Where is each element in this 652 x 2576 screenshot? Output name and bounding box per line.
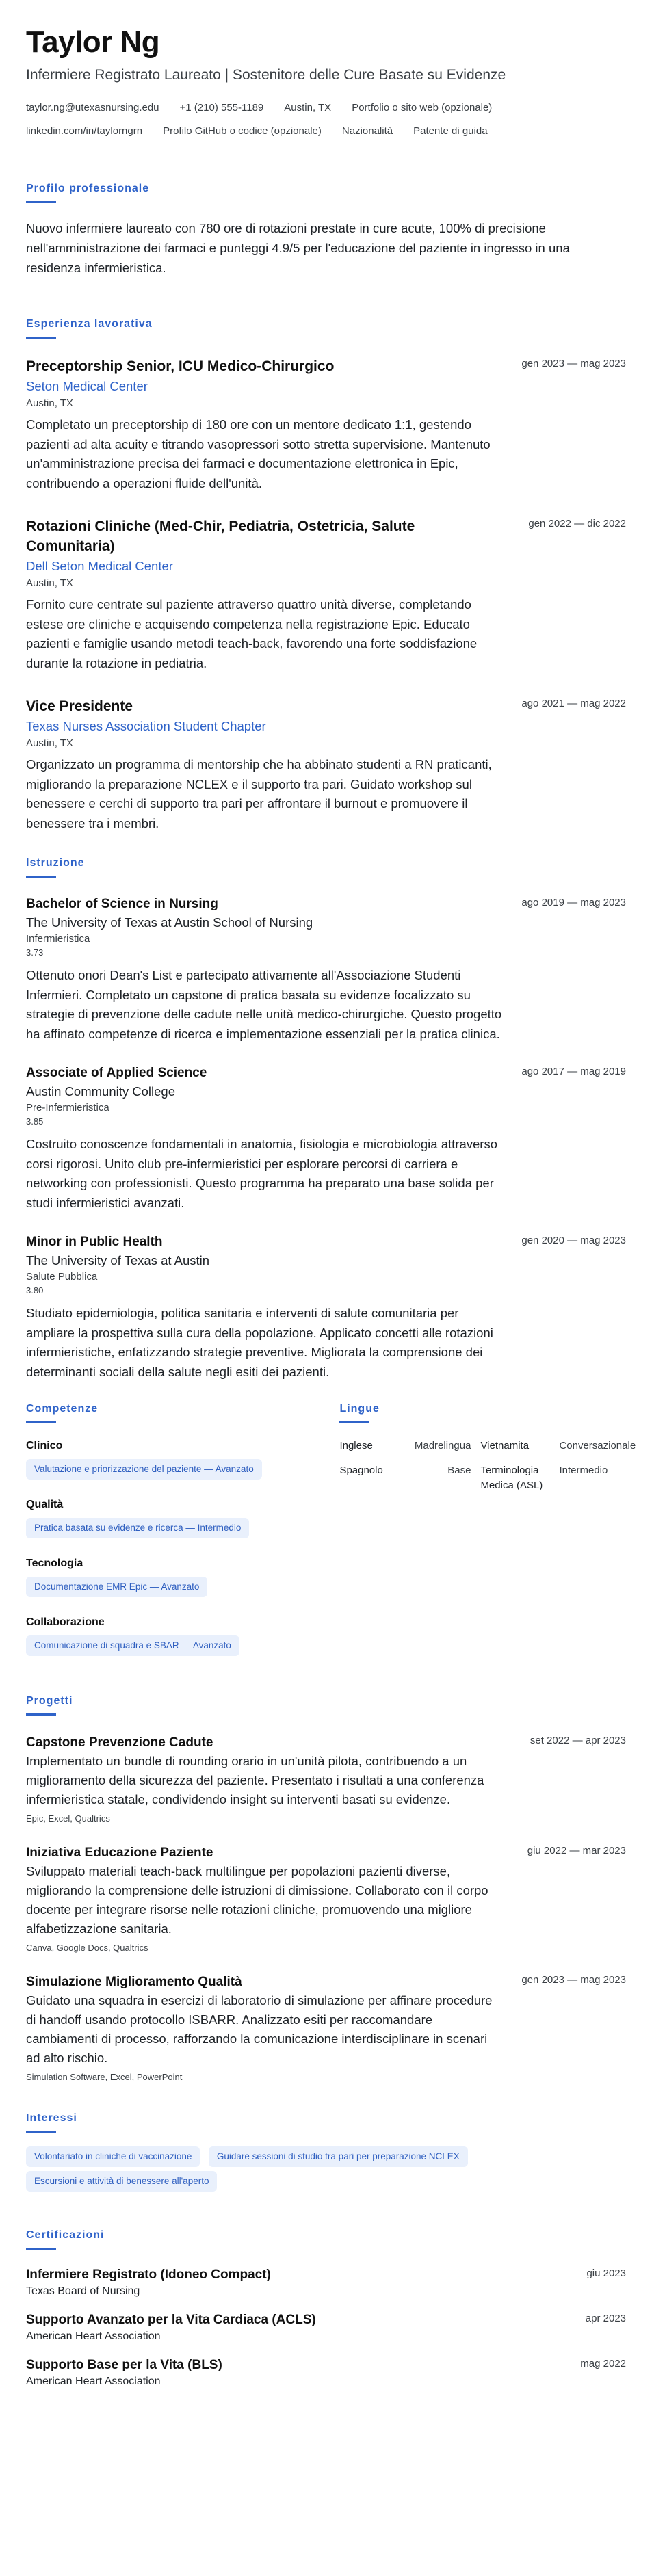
section-divider <box>26 876 56 878</box>
certification-date: giu 2023 <box>586 2268 626 2279</box>
job-dates: gen 2023 — mag 2023 <box>521 358 626 369</box>
skill-category: Clinico <box>26 1440 63 1451</box>
language-row <box>339 1463 626 1493</box>
language-level: Madrelingua <box>414 1440 471 1451</box>
interests-section <box>26 2112 626 2196</box>
education-entry <box>26 1233 626 1382</box>
contact-phone[interactable]: +1 (210) 555-1189 <box>179 102 264 114</box>
skill-chip: Pratica basata su evidenze e ricerca — Intermedio <box>26 1518 249 1538</box>
languages-column <box>339 1402 636 1674</box>
certification-entry <box>26 2311 626 2344</box>
project-title: Simulazione Miglioramento Qualità <box>26 1975 242 1989</box>
job-title: Vice Presidente <box>26 698 133 714</box>
certification-entry <box>26 2356 626 2389</box>
skill-category: Collaborazione <box>26 1616 105 1628</box>
project-description: Implementato un bundle di rounding orario in un'unità pilota, contribuendo a un miglioramento della sicurezza del paziente. Presentato i risultati a una conferenza infermieristica statale, condividendo insight su interventi basati su evidenze. <box>26 1754 484 1806</box>
section-divider <box>26 1421 56 1423</box>
education-dates: ago 2019 — mag 2023 <box>521 897 626 908</box>
section-title: Competenze <box>26 1403 99 1415</box>
skill-chip: Comunicazione di squadra e SBAR — Avanzato <box>26 1635 239 1656</box>
skills-column <box>26 1402 339 1674</box>
contact-nationality: Nazionalità <box>341 125 393 137</box>
project-dates: set 2022 — apr 2023 <box>530 1735 626 1746</box>
job-location: Austin, TX <box>26 397 73 409</box>
experience-section <box>26 317 626 833</box>
contact-portfolio[interactable]: Portfolio o sito web (opzionale) <box>352 102 493 114</box>
project-description: Guidato una squadra in esercizi di laboratorio di simulazione per affinare procedure di handoff usando protocollo ISBARR. Analizzato esiti per raccomandare cambiamenti di processo, rafforzando la comunicazione interdisciplinare in scenari ad alto rischio. <box>26 1993 493 2065</box>
job-description: Completato un preceptorship di 180 ore con un mentore dedicato 1:1, gestendo pazienti ad alta acuity e titrando vasopressori sotto stretta supervisione. Mantenuto un'amministrazione precisa dei farmaci e documentazione elettronica in Epic, contribuendo a operazioni fluide dell'unità. <box>26 417 491 490</box>
skills-languages-section <box>26 1402 636 1674</box>
experience-entry <box>26 696 626 833</box>
education-dates: gen 2020 — mag 2023 <box>521 1235 626 1246</box>
gpa: 3.80 <box>26 1285 44 1296</box>
contact-linkedin[interactable]: linkedin.com/in/taylorngrn <box>26 125 143 137</box>
certification-issuer: American Heart Association <box>26 2330 161 2342</box>
interest-chip: Volontariato in cliniche di vaccinazione <box>26 2146 200 2167</box>
contact-driving-license: Patente di guida <box>413 125 488 137</box>
certification-title: Infermiere Registrato (Idoneo Compact) <box>26 2268 271 2282</box>
employer[interactable]: Texas Nurses Association Student Chapter <box>26 719 266 733</box>
certification-title: Supporto Base per la Vita (BLS) <box>26 2358 222 2372</box>
job-location: Austin, TX <box>26 737 73 749</box>
skill-group <box>26 1438 339 1484</box>
school-name: Austin Community College <box>26 1084 175 1099</box>
section-divider <box>26 2248 56 2250</box>
job-description: Fornito cure centrate sul paziente attraverso quattro unità diverse, completando estese ore cliniche e acquisendo competenza nella registrazione Epic. Educato pazienti e famiglie usando metodi teach-back, favorendo una forte soddisfazione durante la rotazione in pediatria. <box>26 597 478 670</box>
skill-chip: Valutazione e priorizzazione del paziente — Avanzato <box>26 1459 262 1480</box>
certification-issuer: Texas Board of Nursing <box>26 2285 140 2297</box>
experience-entry <box>26 356 626 493</box>
school-name: The University of Texas at Austin School of Nursing <box>26 915 313 930</box>
certification-issuer: American Heart Association <box>26 2376 161 2387</box>
language-level: Conversazionale <box>559 1440 636 1451</box>
project-technologies: Canva, Google Docs, Qualtrics <box>26 1943 148 1953</box>
job-title: Preceptorship Senior, ICU Medico-Chirurgico <box>26 358 335 374</box>
job-location: Austin, TX <box>26 577 73 589</box>
projects-section <box>26 1694 626 2084</box>
section-title: Interessi <box>26 2112 77 2124</box>
skill-category: Tecnologia <box>26 1558 83 1569</box>
skill-group <box>26 1615 339 1660</box>
project-dates: gen 2023 — mag 2023 <box>521 1974 626 1986</box>
degree-title: Minor in Public Health <box>26 1235 163 1249</box>
project-entry <box>26 1733 626 1826</box>
certification-date: apr 2023 <box>585 2313 626 2324</box>
field-of-study: Infermieristica <box>26 933 90 945</box>
candidate-headline: Infermiere Registrato Laureato | Sostenitore delle Cure Basate su Evidenze <box>26 67 506 83</box>
section-title: Istruzione <box>26 857 85 869</box>
interest-chips <box>26 2146 601 2196</box>
education-entry <box>26 1064 626 1213</box>
education-description: Studiato epidemiologia, politica sanitaria e interventi di salute comunitaria per ampliare la prospettiva sulla cura della popolazione. Applicato concetti alle rotazioni infermieristiche, enfatizzando strategie preventive. Migliorata la comprensione dei determinanti sociali della salute negli esiti dei pazienti. <box>26 1306 493 1379</box>
skill-group <box>26 1556 339 1601</box>
job-dates: ago 2021 — mag 2022 <box>521 698 626 709</box>
education-dates: ago 2017 — mag 2019 <box>521 1066 626 1077</box>
project-entry <box>26 1843 626 1955</box>
interest-chip: Guidare sessioni di studio tra pari per preparazione NCLEX <box>209 2146 468 2167</box>
resume-header <box>26 25 626 138</box>
job-dates: gen 2022 — dic 2022 <box>528 518 626 529</box>
language-name: Vietnamita <box>480 1440 530 1451</box>
contact-email[interactable]: taylor.ng@utexasnursing.edu <box>26 102 159 114</box>
project-title: Capstone Prevenzione Cadute <box>26 1735 213 1750</box>
section-divider <box>26 2131 56 2133</box>
project-entry <box>26 1973 626 2084</box>
school-name: The University of Texas at Austin <box>26 1253 210 1267</box>
field-of-study: Salute Pubblica <box>26 1271 98 1283</box>
contact-location: Austin, TX <box>284 102 332 114</box>
skill-chip: Documentazione EMR Epic — Avanzato <box>26 1577 207 1597</box>
language-level: Intermedio <box>559 1464 608 1476</box>
section-title: Certificazioni <box>26 2229 105 2241</box>
degree-title: Associate of Applied Science <box>26 1066 207 1080</box>
language-name: Spagnolo <box>339 1464 383 1476</box>
education-section <box>26 856 626 1382</box>
section-divider <box>26 201 56 203</box>
skill-category: Qualità <box>26 1499 64 1510</box>
section-title: Profilo professionale <box>26 183 150 194</box>
section-title: Progetti <box>26 1695 73 1707</box>
field-of-study: Pre-Infermieristica <box>26 1102 109 1114</box>
certification-title: Supporto Avanzato per la Vita Cardiaca (ACLS) <box>26 2313 316 2327</box>
education-description: Ottenuto onori Dean's List e partecipato attivamente all'Associazione Studenti Infermieri. Completato un capstone di pratica basata su evidenze focalizzato su strategie di prevenzione delle cadute nelle unità medico-chirurgiche. Questo progetto ha affinato competenze di ricerca e implementazione essenziali per la pratica clinica. <box>26 968 502 1041</box>
skill-group <box>26 1497 339 1542</box>
experience-entry <box>26 516 626 673</box>
language-name: Inglese <box>339 1440 373 1451</box>
certification-date: mag 2022 <box>580 2358 626 2369</box>
interest-chip: Escursioni e attività di benessere all'aperto <box>26 2171 217 2192</box>
project-dates: giu 2022 — mar 2023 <box>527 1845 626 1856</box>
contact-github[interactable]: Profilo GitHub o codice (opzionale) <box>163 125 322 137</box>
certifications-section <box>26 2229 626 2389</box>
job-description: Organizzato un programma di mentorship che ha abbinato studenti a RN praticanti, migliorando la preparazione NCLEX e il supporto tra pari. Guidato workshop sul benessere e cerchi di supporto tra pari per affrontare il burnout e promuovere il benessere tra i membri. <box>26 757 492 830</box>
section-divider <box>26 337 56 339</box>
language-name: Terminologia Medica (ASL) <box>480 1464 543 1491</box>
summary-section <box>26 182 626 278</box>
education-description: Costruito conoscenze fondamentali in anatomia, fisiologia e microbiologia attraverso corsi rigorosi. Unito club pre-infermieristici per esplorare percorsi di carriera e networking con professionisti. Questo programma ha preparato una base solida per studi infermieristici avanzati. <box>26 1137 497 1210</box>
job-title: Rotazioni Cliniche (Med-Chir, Pediatria, Ostetricia, Salute Comunitaria) <box>26 518 415 554</box>
candidate-name: Taylor Ng <box>26 25 160 59</box>
section-title: Lingue <box>339 1403 380 1415</box>
gpa: 3.85 <box>26 1116 44 1127</box>
project-technologies: Epic, Excel, Qualtrics <box>26 1813 110 1824</box>
project-technologies: Simulation Software, Excel, PowerPoint <box>26 2072 183 2082</box>
language-row <box>339 1438 636 1454</box>
certification-entry <box>26 2266 626 2299</box>
gpa: 3.73 <box>26 947 44 958</box>
section-divider <box>26 1713 56 1716</box>
project-description: Sviluppato materiali teach-back multilingue per popolazioni pazienti diverse, migliorando la comprensione delle istruzioni di dimissione. Collaborato con il corpo docente per integrare risorse nelle rotazioni cliniche, promuovendo una migliore alfabetizzazione sanitaria. <box>26 1864 488 1936</box>
degree-title: Bachelor of Science in Nursing <box>26 897 218 911</box>
summary-text: Nuovo infermiere laureato con 780 ore di rotazioni prestate in cure acute, 100% di precisione nell'amministrazione dei farmaci e punteggi 4.9/5 per l'educazione del paziente in ingresso in una residenza infermieristica. <box>26 221 570 275</box>
section-divider <box>339 1421 369 1423</box>
contact-list <box>26 101 587 138</box>
education-entry <box>26 895 626 1044</box>
language-level: Base <box>447 1464 471 1476</box>
employer[interactable]: Seton Medical Center <box>26 379 148 393</box>
employer[interactable]: Dell Seton Medical Center <box>26 559 173 573</box>
project-title: Iniziativa Educazione Paziente <box>26 1845 213 1860</box>
section-title: Esperienza lavorativa <box>26 318 153 330</box>
